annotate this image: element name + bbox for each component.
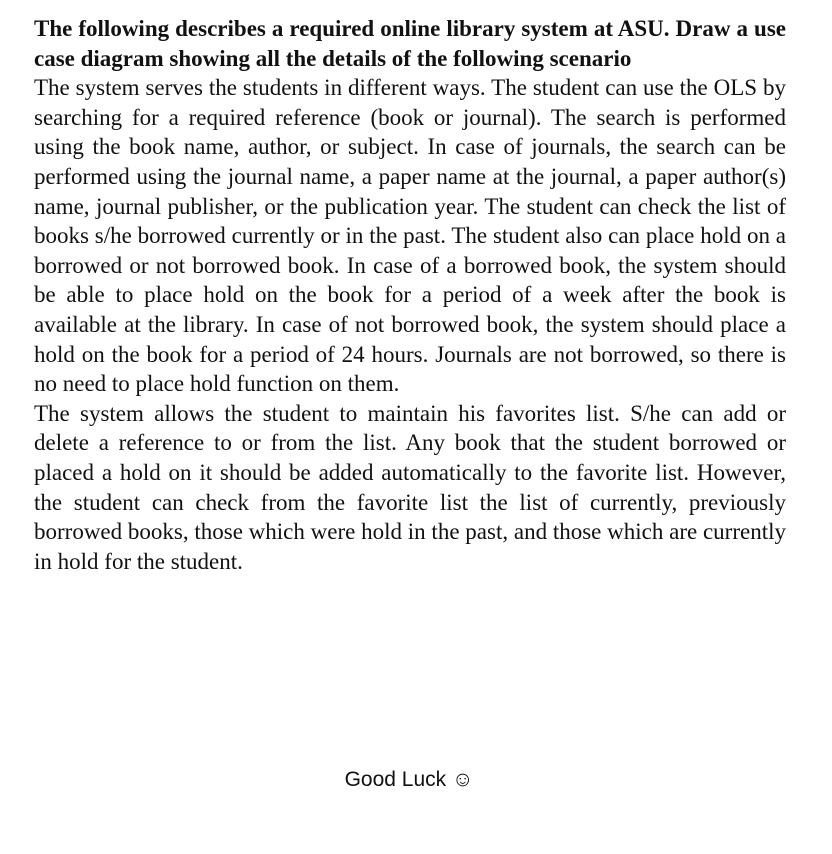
scenario-paragraph-1: The system serves the students in different ways. The student can use the OLS by searching for a required reference (book or journal). The search is performed using the book name, author, or subject. In case of journals, the search can be performed using the journal name, a paper name at the journal, a paper author(s) name, journal publisher, or the publication year. The student can check the list of books s/he borrowed currently or in the past. The student also can place hold on a borrowed or not borrowed book. In case of a borrowed book, the system should be able to place hold on the book for a period of a week after the book is available at the library. In case of not borrowed book, the system should place a hold on the book for a period of 24 hours. Journals are not borrowed, so there is no need to place hold function on them. (34, 75, 786, 397)
document-body (34, 14, 786, 576)
assignment-heading: The following describes a required online library system at ASU. Draw a use case diagram showing all the details of the following scenario (34, 16, 786, 71)
scenario-paragraph-2: The system allows the student to maintain his favorites list. S/he can add or delete a reference to or from the list. Any book that the student borrowed or placed a hold on it should be added automatically to the favorite list. However, the student can check from the favorite list the list of currently, previously borrowed books, those which were hold in the past, and those which are currently in hold for the student. (34, 400, 786, 574)
good-luck-footer: Good Luck ☺ (344, 768, 474, 791)
